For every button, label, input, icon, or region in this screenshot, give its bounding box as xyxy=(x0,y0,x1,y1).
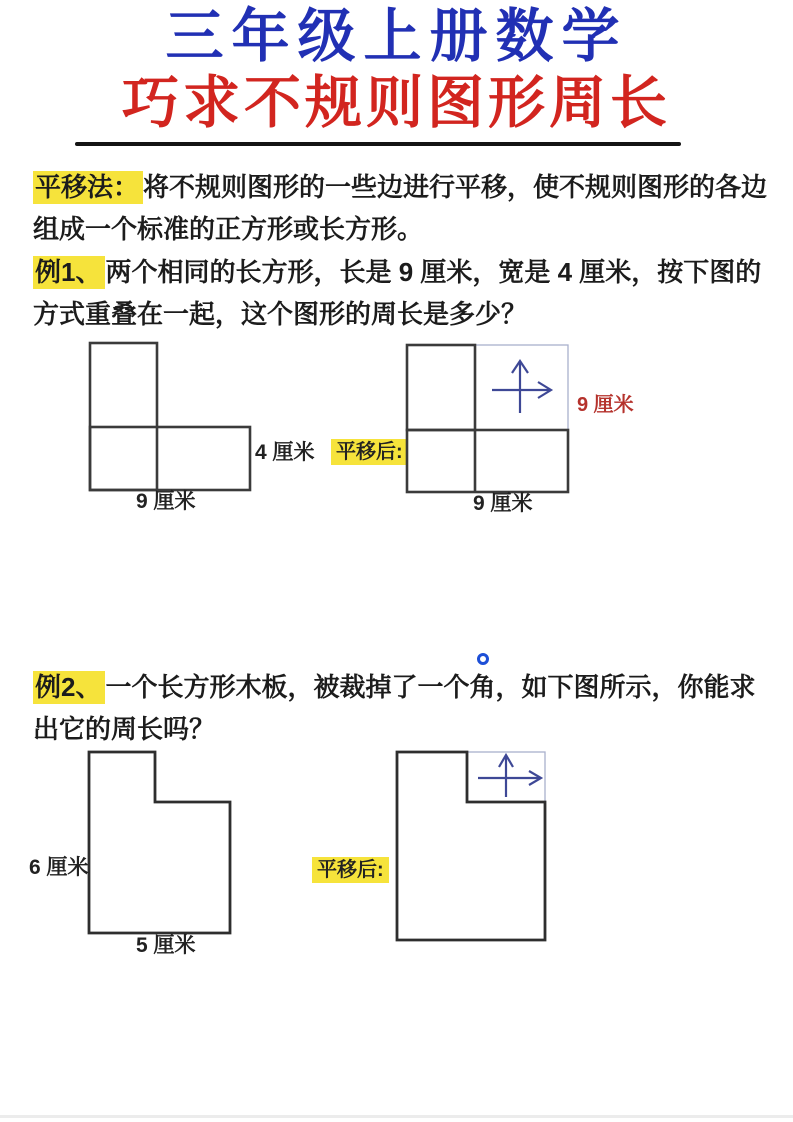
horizontal-rectangle xyxy=(90,427,250,490)
notched-rectangle xyxy=(89,752,230,933)
example1-width-label: 9 厘米 xyxy=(136,490,196,513)
example2-width-label: 5 厘米 xyxy=(136,934,196,957)
translation-arrows-icon xyxy=(478,755,541,797)
method-paragraph xyxy=(33,166,778,250)
example2-text-line2: 出它的周长吗？ xyxy=(33,714,216,744)
example2-translated-figure xyxy=(390,745,560,950)
bottom-rectangle xyxy=(407,430,568,492)
example1-text-line2: 方式重叠在一起，这个图形的周长是多少？ xyxy=(33,299,528,329)
title-line2: 巧求不规则图形周长 xyxy=(122,71,671,135)
page-bottom-edge xyxy=(0,1115,793,1118)
example1-bottom-label: 9 厘米 xyxy=(473,492,533,515)
example1-label: 例1、 xyxy=(33,256,105,289)
example1-paragraph xyxy=(33,251,778,335)
example1-height-label: 4 厘米 xyxy=(255,441,315,464)
example2-label: 例2、 xyxy=(33,671,105,704)
method-text-line2: 组成一个标准的正方形或长方形。 xyxy=(33,214,424,244)
title-line1: 三年级上册数学 xyxy=(165,4,628,69)
translated-edges-outline xyxy=(475,345,568,430)
example2-translated-tag: 平移后: xyxy=(312,857,389,883)
vertical-rectangle xyxy=(90,343,157,490)
example1-side-label-red: 9 厘米 xyxy=(577,394,634,416)
example1-original-figure xyxy=(84,337,269,502)
title-underline xyxy=(75,142,681,146)
translation-arrows-icon xyxy=(492,361,551,413)
example2-text-line1: 一个长方形木板，被裁掉了一个角，如下图所示，你能求 xyxy=(105,672,756,702)
example2-paragraph xyxy=(33,666,778,750)
example2-height-label: 6 厘米 xyxy=(29,856,89,879)
example1-translated-tag: 平移后: xyxy=(331,439,408,465)
annotation-dot-icon xyxy=(477,653,489,665)
method-text-line1: 将不规则图形的一些边进行平移，使不规则图形的各边 xyxy=(143,172,768,202)
top-left-quadrant xyxy=(407,345,475,430)
notched-rectangle xyxy=(397,752,545,940)
page-title xyxy=(0,4,793,136)
method-label: 平移法： xyxy=(33,171,143,204)
example1-translated-figure xyxy=(400,338,585,513)
example2-original-figure xyxy=(82,745,247,945)
example1-text-line1: 两个相同的长方形，长是 9 厘米，宽是 4 厘米，按下图的 xyxy=(105,257,762,287)
